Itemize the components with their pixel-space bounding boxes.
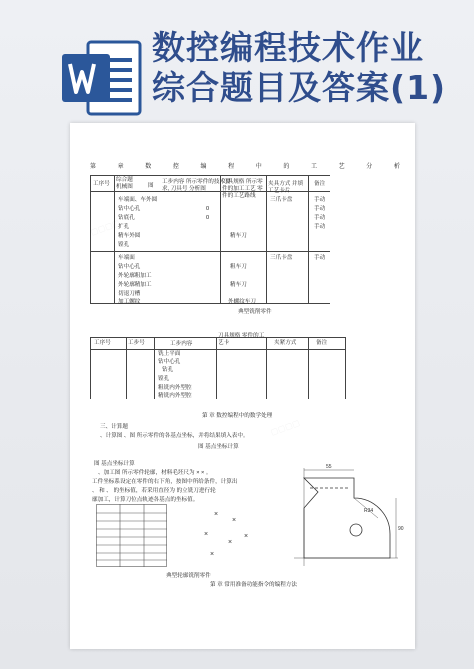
chapter-header	[90, 161, 400, 170]
question-2-line: 廓加工，计算刀位点轨迹各基点的坐标值。	[92, 497, 199, 503]
section-heading: 三、计算题	[100, 424, 128, 430]
svg-text:×: ×	[228, 539, 233, 546]
tool-cell: 精车刀	[230, 282, 247, 288]
hdr-char: 数	[145, 164, 152, 170]
step-cell: 外轮廓精加工	[118, 282, 152, 288]
figure-caption: 典型轮廓铣削零件	[166, 573, 211, 579]
hdr-char: 第	[90, 164, 97, 170]
radius-label: R34	[364, 508, 374, 514]
col-header: 工步内容 所示零件的技术要求, 刀具号 分析图	[162, 179, 231, 192]
section-title: 第 章 常用准备功能指令的编程方法	[210, 582, 298, 588]
col-header: 夹紧方式	[274, 340, 297, 346]
step-cell: 扩孔	[118, 224, 130, 230]
note-cell: 手动	[314, 255, 326, 261]
col-header: 工步内容	[170, 341, 193, 347]
dim-label: 90	[398, 526, 404, 532]
hdr-char: 控	[172, 164, 179, 170]
coordinate-table	[96, 504, 168, 568]
hdr-char: 编	[200, 164, 207, 170]
col-header: 工步号	[128, 340, 145, 346]
svg-text:×: ×	[232, 517, 237, 524]
step-cell: 精车外圆	[118, 233, 141, 239]
dim-label: 55	[326, 464, 332, 470]
step-cell: 镗孔	[118, 242, 130, 248]
tool-cell: 0	[206, 215, 210, 221]
step-cell: 钻孔	[162, 367, 174, 373]
step-cell: 精铣内外型腔	[158, 393, 192, 399]
hdr-char: 中	[255, 164, 262, 170]
step-cell: 铣上平面	[158, 351, 181, 357]
note-cell: 手动	[314, 206, 326, 212]
hdr-char: 艺	[338, 164, 345, 170]
question-1: 、计算图 、图 所示零件的各基点坐标，并将结果填入表中。	[100, 433, 249, 439]
note-cell: 手动	[314, 215, 326, 221]
title-line-1: 数控编程技术作业	[152, 28, 424, 67]
section-title: 第 章 数控编程中的数学处理	[202, 413, 273, 419]
table-caption: 典型铣削零件	[238, 309, 272, 315]
title-line-2: 综合题目及答案(1)	[152, 68, 447, 107]
step-cell: 钻中心孔	[118, 264, 141, 270]
word-logo-icon	[60, 36, 144, 120]
point-marks	[200, 508, 260, 568]
col-header: 综合题 机械图	[116, 177, 133, 190]
hdr-char: 分	[366, 164, 373, 170]
step-cell: 车端面	[118, 255, 135, 261]
step-cell: 镗孔	[158, 376, 170, 382]
question-2-line: 工件坐标系设定在零件的右下角，按图中所给条件，计算出	[92, 479, 238, 485]
col-header: 工序号	[94, 340, 111, 346]
col-header: 图	[148, 183, 154, 189]
col-header: 工序号	[93, 181, 110, 187]
document-title	[152, 28, 462, 108]
step-cell: 车端面、车外圆	[118, 197, 158, 203]
tool-cell: 0	[206, 206, 210, 212]
svg-text:×: ×	[214, 511, 219, 518]
note-cell: 手动	[314, 224, 326, 230]
step-cell: 钻底孔	[118, 215, 135, 221]
figure-caption: 图 基点坐标计算	[198, 444, 239, 450]
col-header: 备注	[316, 340, 328, 346]
col-header: 备注	[314, 181, 326, 187]
svg-text:×: ×	[210, 551, 215, 558]
col-header: 刀具规格 零件的工艺卡	[218, 333, 265, 346]
watermark: ▢▢▢▢	[89, 218, 121, 237]
watermark: ▢▢▢▢	[269, 418, 301, 437]
figure-label: 图 基点坐标计算	[94, 461, 135, 467]
step-cell: 粗铣内外型腔	[158, 385, 192, 391]
document-page	[70, 123, 415, 649]
step-cell: 钻中心孔	[158, 359, 181, 365]
step-cell: 外轮廓粗加工	[118, 273, 152, 279]
note-cell: 手动	[314, 197, 326, 203]
step-cell: 钻中心孔	[118, 206, 141, 212]
tool-cell: 粗车刀	[230, 264, 247, 270]
col-header: 夹具方式 并填 工艺卡片	[268, 181, 304, 194]
hdr-char: 工	[311, 164, 318, 170]
hdr-char: 程	[228, 164, 235, 170]
tool-cell: 外螺纹车刀	[228, 299, 256, 305]
question-2-line: 、加工图 所示零件轮廓，材料毛坯尺为 × × 。	[98, 470, 212, 476]
step-cell: 切退刀槽	[118, 291, 141, 297]
tool-cell: 精车刀	[230, 233, 247, 239]
svg-text:×: ×	[244, 533, 249, 540]
clamp-cell: 三爪卡盘	[270, 255, 293, 261]
hdr-char: 章	[117, 164, 124, 170]
milling-part-drawing	[274, 458, 404, 570]
svg-text:×: ×	[204, 531, 209, 538]
hdr-char: 析	[393, 164, 400, 170]
clamp-cell: 三爪卡盘	[270, 197, 293, 203]
col-header: 刀具规格 所示零件的加工工艺 零件的工艺路线	[222, 179, 263, 199]
question-2-line: 、 和 、 的坐标值，若采用直径为 的立铣刀进行轮	[92, 488, 216, 494]
hdr-char: 的	[283, 164, 290, 170]
step-cell: 加工螺纹	[118, 299, 141, 305]
